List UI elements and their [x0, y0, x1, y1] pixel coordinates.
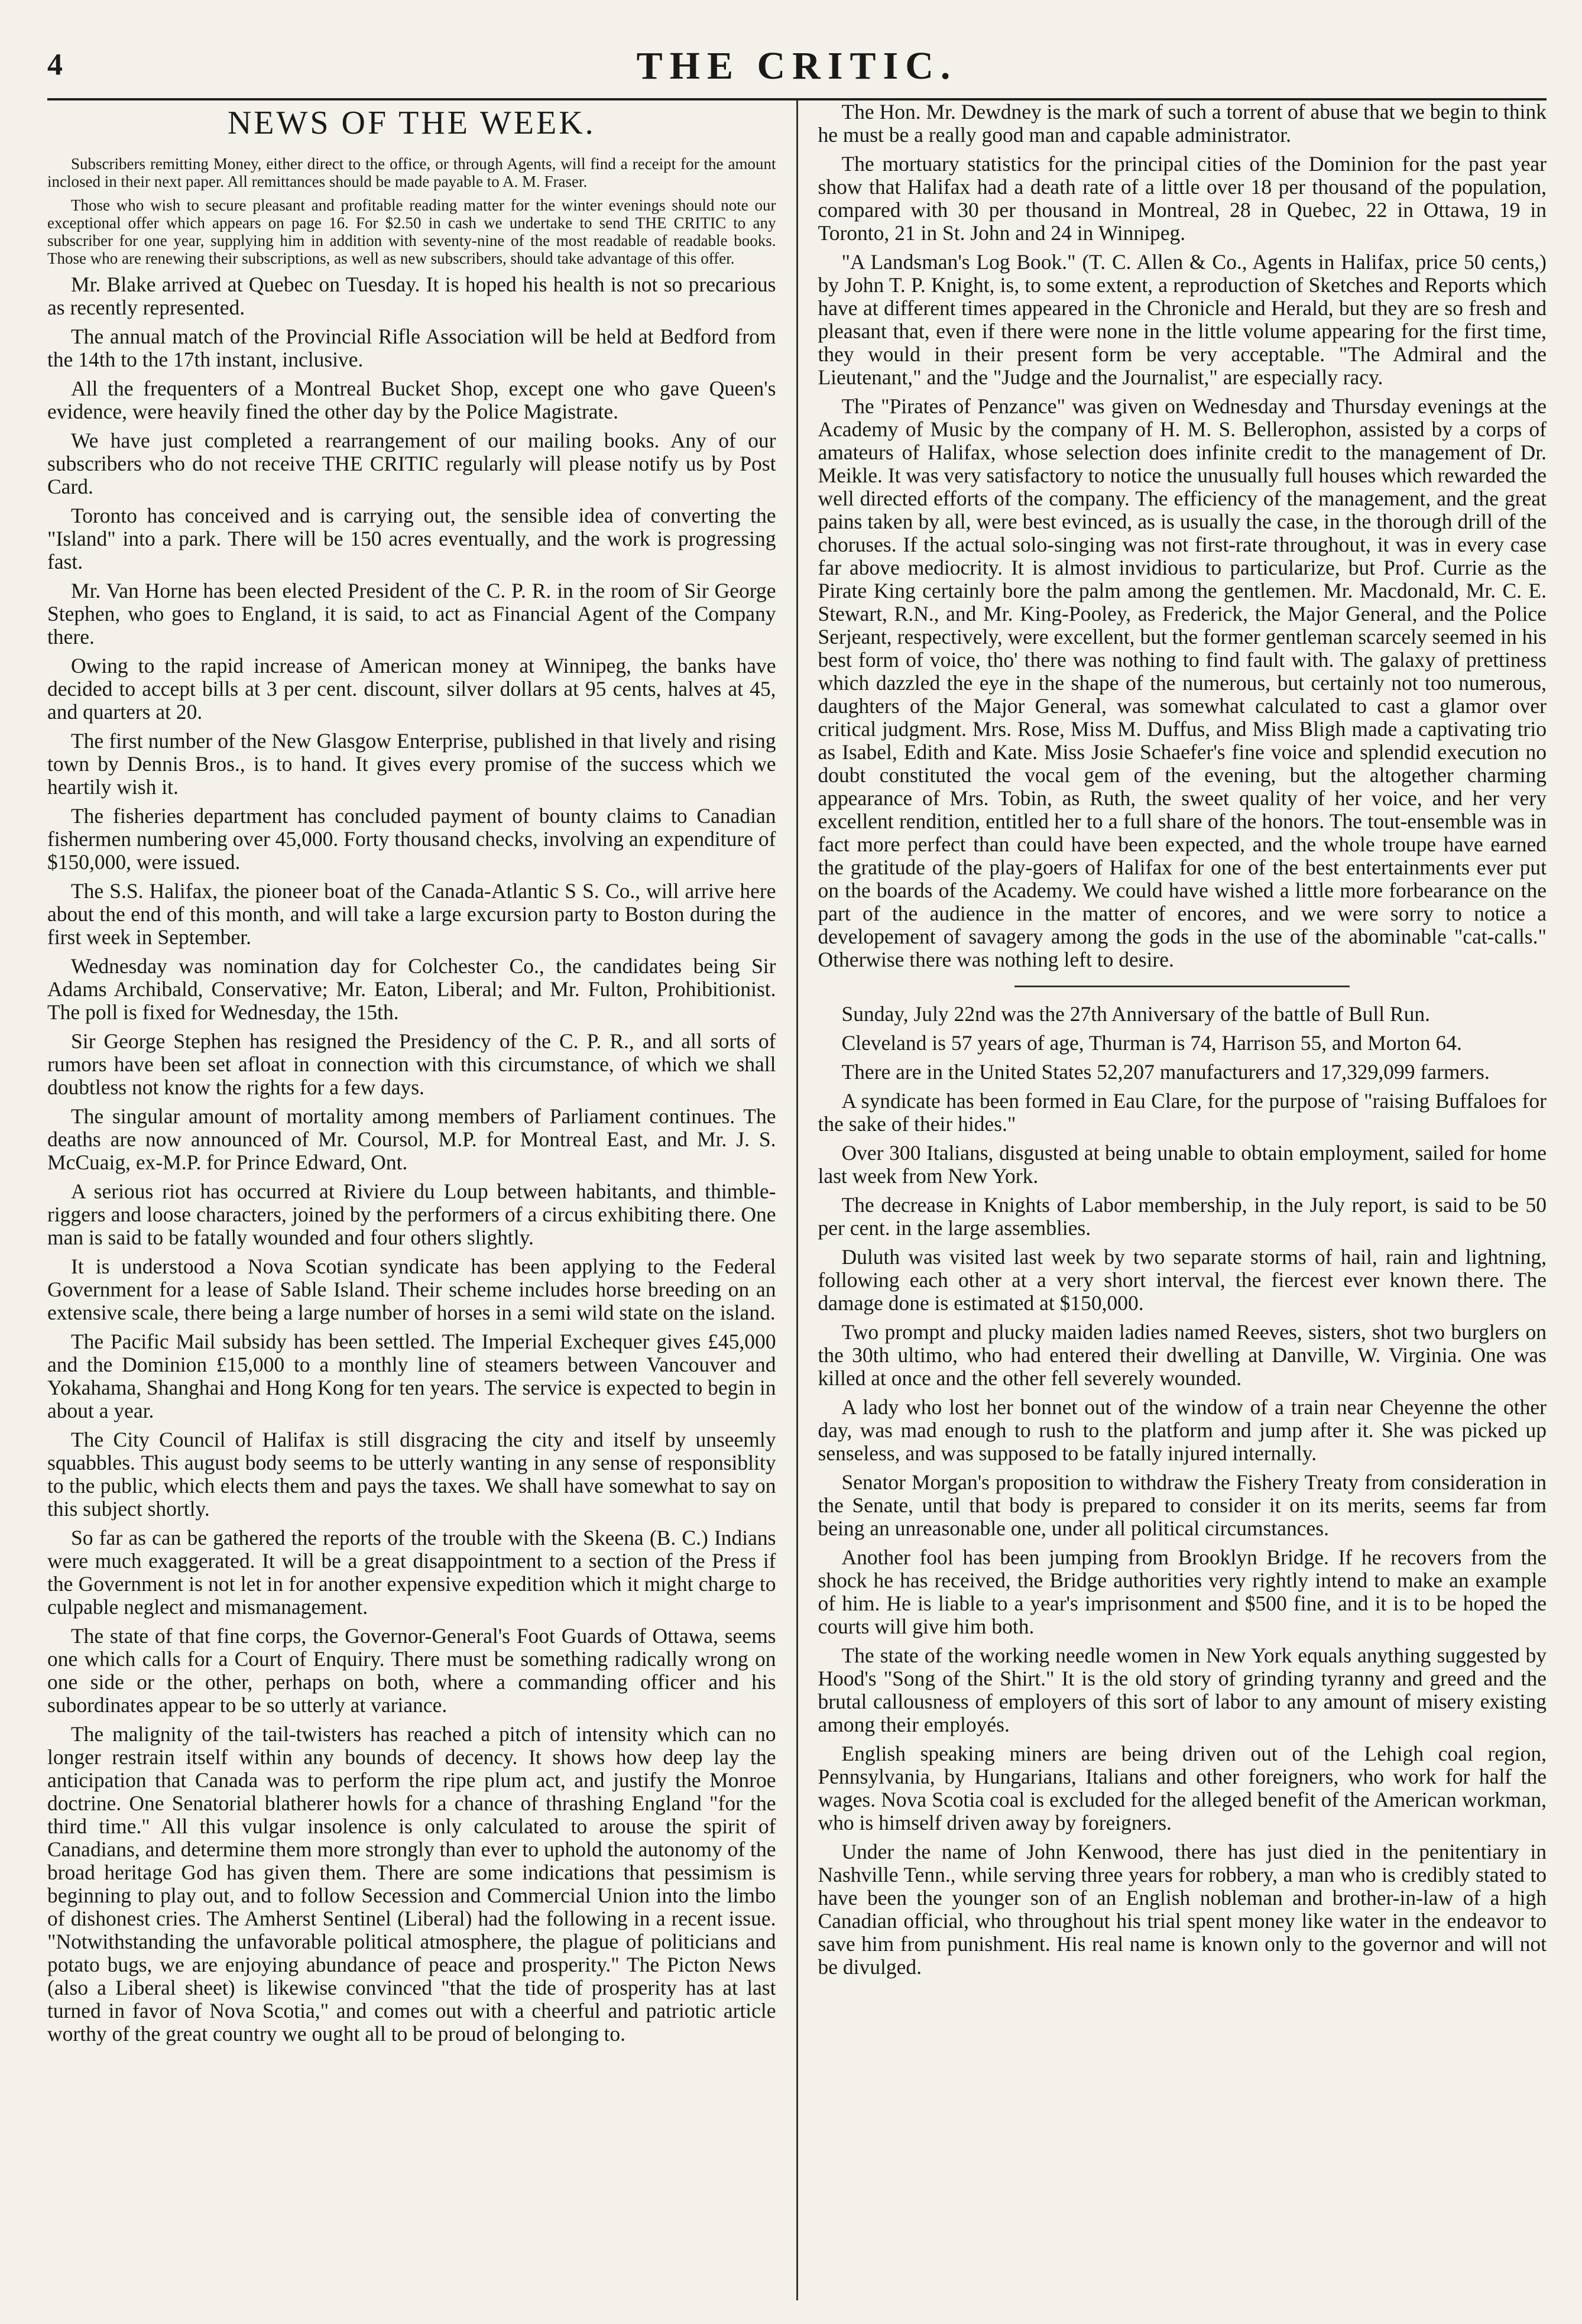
news-item: It is understood a Nova Scotian syndicate has been applying to the Federal Government for a lease of Sable Island. Their scheme includes horse breeding on an extensive scale, there being a large number of horses in a semi wild state on the island. [47, 1255, 776, 1324]
news-item: Over 300 Italians, disgusted at being unable to obtain employment, sailed for home last week from New York. [818, 1141, 1547, 1188]
subscriber-notices [47, 155, 776, 267]
news-item: The state of that fine corps, the Governor-General's Foot Guards of Ottawa, seems one which calls for a Court of Enquiry. There must be something radically wrong on one side or the other, perhaps on both, where a commanding officer and his subordinates appear to be so utterly at variance. [47, 1624, 776, 1717]
subscriber-notice: Subscribers remitting Money, either direct to the office, or through Agents, will find a receipt for the amount inclosed in their next paper. All remittances should be made payable to A. M. Fraser. [47, 155, 776, 190]
paper-name: THE CRITIC. [636, 44, 958, 87]
news-item: There are in the United States 52,207 manufacturers and 17,329,099 farmers. [841, 1060, 1490, 1084]
news-item: Duluth was visited last week by two separate storms of hail, rain and lightning, following each other at a very short interval, the fiercest ever known there. The damage done is estimated at $150,000. [818, 1245, 1547, 1315]
news-item: The state of the working needle women in New York equals anything suggested by Hood's "Song of the Shirt." It is the old story of grinding tyranny and greed and the brutal callousness of employers of this sort of labor to any amount of misery existing among their employés. [818, 1644, 1547, 1736]
left-column [47, 101, 796, 2300]
news-item: The City Council of Halifax is still disgracing the city and itself by unseemly squabbles. This august body seems to be utterly wanting in any sense of responsiblity to the public, which elects them and pays the taxes. We shall have somewhat to say on this subject shortly. [47, 1428, 776, 1521]
news-item: The singular amount of mortality among members of Parliament continues. The deaths are now announced of Mr. Coursol, M.P. for Montreal East, and Mr. J. S. McCuaig, ex-M.P. for Prince Edward, Ont. [47, 1104, 776, 1174]
news-item: Sunday, July 22nd was the 27th Anniversary of the battle of Bull Run. [841, 1002, 1431, 1026]
news-item: A lady who lost her bonnet out of the window of a train near Cheyenne the other day, was mad enough to rush to the platform and jump after it. She was picked up senseless, and was supposed to be fatally injured internally. [818, 1395, 1547, 1465]
article-columns [47, 101, 1547, 2300]
news-item: The Pacific Mail subsidy has been settled. The Imperial Exchequer gives £45,000 and the Dominion £15,000 to a monthly line of steamers between Vancouver and Yokahama, Shanghai and Hong Kong for ten years. The service is expected to begin in about a year. [47, 1330, 776, 1422]
news-item: Mr. Van Horne has been elected President of the C. P. R. in the room of Sir George Stephen, who goes to England, it is said, to act as Financial Agent of the Company there. [47, 579, 776, 649]
news-item: Owing to the rapid increase of American money at Winnipeg, the banks have decided to accept bills at 3 per cent. discount, silver dollars at 95 cents, halves at 45, and quarters at 20. [47, 654, 776, 724]
page-number: 4 [47, 48, 63, 82]
right-upper-items [818, 101, 1547, 971]
news-item: Senator Morgan's proposition to withdraw the Fishery Treaty from consideration in the Senate, until that body is prepared to consider it on its merits, seems far from being an unreasonable one, under all political circumstances. [818, 1470, 1547, 1540]
masthead [47, 41, 1547, 87]
news-item: The first number of the New Glasgow Enterprise, published in that lively and rising town by Dennis Bros., is to hand. It gives every promise of the success which we heartily wish it. [47, 729, 776, 799]
news-item: Cleveland is 57 years of age, Thurman is 74, Harrison 55, and Morton 64. [841, 1031, 1462, 1055]
news-item: We have just completed a rearrangement of our mailing books. Any of our subscribers who do not receive THE CRITIC regularly will please notify us by Post Card. [47, 429, 776, 498]
news-item: Under the name of John Kenwood, there has just died in the penitentiary in Nashville Tenn., while serving three years for robbery, a man who is credibly stated to have been the younger son of an English nobleman and brother-in-law of a high Canadian official, who throughout his trial spent money like water in the endeavor to save him from punishment. His real name is known only to the governor and will not be divulged. [818, 1840, 1547, 1979]
right-lower-items [818, 1003, 1547, 1979]
news-item: Two prompt and plucky maiden ladies named Reeves, sisters, shot two burglers on the 30th ultimo, who had entered their dwelling at Danville, W. Virginia. One was killed at once and the other fell severely wounded. [818, 1320, 1547, 1390]
news-item: The fisheries department has concluded payment of bounty claims to Canadian fishermen numbering over 45,000. Forty thousand checks, involving an expenditure of $150,000, were issued. [47, 804, 776, 874]
news-item: A serious riot has occurred at Riviere du Loup between habitants, and thimble-riggers and loose characters, joined by the performers of a circus exhibiting there. One man is said to be fatally wounded and four others slightly. [47, 1179, 776, 1249]
news-item: Toronto has conceived and is carrying out, the sensible idea of converting the "Island" into a park. There will be 150 acres eventually, and the work is progressing fast. [47, 504, 776, 573]
news-item: Wednesday was nomination day for Colchester Co., the candidates being Sir Adams Archibald, Conservative; Mr. Eaton, Liberal; and Mr. Fulton, Prohibitionist. The poll is fixed for Wednesday, the 15th. [47, 954, 776, 1024]
news-item: The S.S. Halifax, the pioneer boat of the Canada-Atlantic S S. Co., will arrive here about the end of this month, and will take a large excursion party to Boston during the first week in September. [47, 879, 776, 949]
subscriber-notice: Those who wish to secure pleasant and profitable reading matter for the winter evenings should note our exceptional offer which appears on page 16. For $2.50 in cash we undertake to send THE CRITIC to any subscriber for one year, supplying him in addition with seventy-nine of the most readable of readable books. Those who are renewing their subscriptions, as well as new subscribers, should take advantage of this offer. [47, 196, 776, 267]
news-item: The "Pirates of Penzance" was given on Wednesday and Thursday evenings at the Academy of Music by the company of H. M. S. Bellerophon, assisted by a corps of amateurs of Halifax, whose selection does infinite credit to the management of Dr. Meikle. It was very satisfactory to notice the unusually full houses which rewarded the well directed efforts of the company. The efficiency of the management, and the great pains taken by all, were best evinced, as is usually the case, in the thorough drill of the choruses. If the actual solo-singing was not first-rate throughout, it was in every case far above mediocrity. It is almost invidious to particularize, but Prof. Currie as the Pirate King certainly bore the palm among the gentlemen. Mr. Macdonald, Mr. C. E. Stewart, R.N., and Mr. King-Pooley, as Frederick, the Major General, and the Police Serjeant, respectively, were excellent, but the former gentleman scarcely seemed in his best form of voice, tho' there was nothing to find fault with. The galaxy of prettiness which dazzled the eye in the shape of the numerous, but certainly not too numerous, daughters of the Major General, was somewhat calculated to cast a glamor over critical judgment. Mrs. Rose, Miss M. Duffus, and Miss Bligh made a captivating trio as Isabel, Edith and Kate. Miss Josie Schaefer's fine voice and splendid execution no doubt constituted the vocal gem of the evening, but the altogether charming appearance of Mrs. Tobin, as Ruth, the sweet quality of her voice, and her very excellent rendition, entitled her to a full share of the honors. The tout-ensemble was in fact more perfect than could have been expected, and the whole troupe have earned the gratitude of the play-goers of Halifax for one of the best entertainments ever put on the boards of the Academy. We could have wished a little more forbearance on the part of the audience in the matter of encores, and we were sorry to notice a developement of savagery among the gods in the use of the abominable "cat-calls." Otherwise there was nothing left to desire. [818, 394, 1547, 971]
news-item: The annual match of the Provincial Rifle Association will be held at Bedford from the 14th to the 17th instant, inclusive. [47, 325, 776, 371]
news-item: The decrease in Knights of Labor membership, in the July report, is said to be 50 per cent. in the large assemblies. [818, 1193, 1547, 1240]
news-item: Sir George Stephen has resigned the Presidency of the C. P. R., and all sorts of rumors have been set afloat in connection with this circumstance, of which we shall doubtless not know the rights for a few days. [47, 1029, 776, 1099]
left-news-items [47, 273, 776, 2046]
right-column [798, 101, 1547, 2300]
news-item: The mortuary statistics for the principal cities of the Dominion for the past year show that Halifax had a death rate of a little over 18 per thousand of the population, compared with 30 per thousand in Montreal, 28 in Quebec, 22 in Ottawa, 19 in Toronto, 21 in St. John and 24 in Winnipeg. [818, 152, 1547, 245]
news-item: "A Landsman's Log Book." (T. C. Allen & Co., Agents in Halifax, price 50 cents,) by John T. P. Knight, is, to some extent, a reproduction of Sketches and Reports which have at different times appeared in the Chronicle and Herald, but they are so fresh and pleasant that, even if there were none in the little volume appearing for the first time, they would in their present form be very acceptable. "The Admiral and the Lieutenant," and the "Judge and the Journalist," are especially racy. [818, 250, 1547, 389]
news-item: Another fool has been jumping from Brooklyn Bridge. If he recovers from the shock he has received, the Bridge authorities very rightly intend to make an example of him. He is liable to a year's imprisonment and $500 fine, and it is to be hoped the courts will give him both. [818, 1545, 1547, 1638]
news-item: All the frequenters of a Montreal Bucket Shop, except one who gave Queen's evidence, were heavily fined the other day by the Police Magistrate. [47, 377, 776, 423]
news-item: English speaking miners are being driven out of the Lehigh coal region, Pennsylvania, by Hungarians, Italians and other foreigners, who work for half the wages. Nova Scotia coal is excluded for the alleged benefit of the American workman, who is himself driven away by foreigners. [818, 1742, 1547, 1834]
section-divider [1014, 986, 1350, 987]
news-item: The malignity of the tail-twisters has reached a pitch of intensity which can no longer restrain itself within any bounds of decency. It shows how deep lay the anticipation that Canada was to perform the ripe plum act, and justify the Monroe doctrine. One Senatorial blatherer howls for a chance of thrashing England "for the third time." All this vulgar insolence is only calculated to arouse the spirit of Canadians, and determine them more strongly than ever to uphold the autonomy of the broad heritage God has given them. There are some indications that pessimism is beginning to play out, and to follow Secession and Commercial Union into the limbo of dishonest cries. The Amherst Sentinel (Liberal) had the following in a recent issue. "Notwithstanding the unfavorable political atmosphere, the plague of politicians and potato bugs, we are enjoying abundance of peace and prosperity." The Picton News (also a Liberal sheet) is likewise convinced "that the tide of prosperity has at last turned in favor of Nova Scotia," and comes out with a cheerful and patriotic article worthy of the great country we ought all to be proud of belonging to. [47, 1722, 776, 2046]
news-item: A syndicate has been formed in Eau Clare, for the purpose of "raising Buffaloes for the sake of their hides." [818, 1089, 1547, 1136]
news-item: So far as can be gathered the reports of the trouble with the Skeena (B. C.) Indians were much exaggerated. It will be a great disappointment to a section of the Press if the Government is not let in for another expensive expedition which it might charge to culpable neglect and mismanagement. [47, 1526, 776, 1619]
news-item: Mr. Blake arrived at Quebec on Tuesday. It is hoped his health is not so precarious as recently represented. [47, 273, 776, 319]
section-title: NEWS OF THE WEEK. [227, 105, 596, 141]
news-item: The Hon. Mr. Dewdney is the mark of such a torrent of abuse that we begin to think he must be a really good man and capable administrator. [818, 101, 1547, 147]
